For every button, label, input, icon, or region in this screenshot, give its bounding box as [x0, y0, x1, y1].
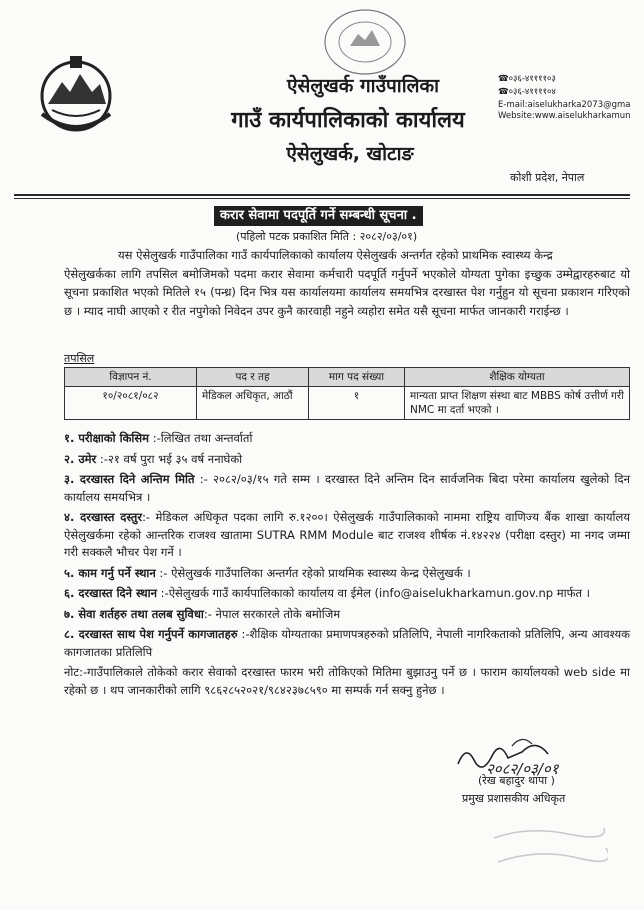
list-item: ४. दरखास्त दस्तुर:- मेडिकल अधिकृत पदका लागि रु.१२००। ऐसेलुखर्क गाउँपालिकाको नाममा राष्ट्रिय वाणिज्य बैंक शाखा कार्यालय ऐसेलुखर्कमा रहेको आन्तरिक राजश्व खातामा SUTRA RMM Module बाट राजश्व शीर्षक नं.१४२२४ (परीक्षा दस्तुर) मा नगद जम्मा गरी सक्कलै भौचर पेश गर्ने । — [64, 510, 630, 559]
office-address: ऐसेलुखर्क, खोटाङ — [286, 143, 414, 165]
list-item: ७. सेवा शर्तहरु तथा तलब सुविधा:- नेपाल सरकारले तोके बमोजिम — [64, 606, 341, 621]
table-header: विज्ञापन नं. — [65, 368, 197, 387]
office-name: ऐसेलुखर्क गाउँपालिका — [286, 75, 440, 97]
signer-name: (रेख बहादुर थापा ) — [478, 774, 555, 787]
email: E-mail:aiselukharka2073@gma — [498, 100, 631, 110]
table-cell: १ — [309, 387, 405, 420]
list-item: ६. दरखास्त दिने स्थान :-ऐसेलुखर्क गाउँ कार्यपालिकाको कार्यालय वा ईमेल (info@aiselukharkamun.gov.np मार्फत । — [64, 586, 591, 600]
office-subtitle: गाउँ कार्यपालिकाको कार्यालय — [231, 108, 465, 133]
coat-of-arms-emblem — [34, 52, 118, 136]
phone-2: ☎०३६-४११११०४ — [498, 87, 556, 97]
faint-stamp-mark — [488, 818, 608, 882]
conditions-list — [64, 430, 630, 702]
vacancy-table — [64, 367, 630, 420]
notice-title: करार सेवामा पदपूर्ति गर्ने सम्बन्धी सूचना . — [214, 206, 423, 226]
list-item: १. परीक्षाको किसिम :-लिखित तथा अन्तर्वार्ता — [64, 431, 253, 445]
intro-rest: ऐसेलुखर्कका लागि तपसिल बमोजिमको पदमा करार सेवामा कर्मचारी पदपूर्ति गर्नुपर्ने भएकोले योग्यता पुगेका इच्छुक उम्मेद्वारहरुबाट यो सूचना प्रकाशित भएको मितिले १५ (पन्ध्र) दिन भित्र यस कार्यालयमा कार्यालय समयभित्र दरखास्त पेश गर्नुहुन यो सूचना प्रकाशन गरिएको छ । म्याद नाघी आएको र रीत नपुगेको निवेदन उपर कुनै कारवाही नहुने व्यहोरा समेत यसै सूचना मार्फत जानकारी गराईन्छ । — [64, 266, 630, 318]
website: Website:www.aiselukharkamun — [498, 111, 631, 121]
intro-paragraph — [64, 246, 630, 320]
table-cell: मेडिकल अधिकृत, आठौं — [197, 387, 309, 420]
intro-line-1: यस ऐसेलुखर्क गाउँपालिका गाउँ कार्यपालिकाको कार्यालय ऐसेलुखर्क अन्तर्गत रहेको प्राथमिक स्वास्थ्य केन्द्र — [118, 248, 553, 262]
tapsil-label: तपसिल — [64, 352, 95, 365]
signer-title: प्रमुख प्रशासकीय अधिकृत — [462, 792, 566, 805]
list-item: ५. काम गर्नु पर्ने स्थान :- ऐसेलुखर्क गाउँपालिका अन्तर्गत रहेको प्राथमिक स्वास्थ्य केन्द्र ऐसेलुखर्क । — [64, 565, 471, 580]
table-row — [65, 387, 630, 420]
publication-date: (पहिलो पटक प्रकाशित मिति : २०८२/०३/०१) — [236, 230, 418, 243]
table-header: माग पद संख्या — [309, 368, 405, 387]
header-divider-thin — [14, 198, 630, 199]
table-header: पद र तह — [197, 368, 309, 387]
table-cell: मान्यता प्राप्त शिक्षण संस्था बाट MBBS कोर्ष उत्तीर्ण गरी NMC मा दर्ता भएको । — [405, 387, 630, 420]
table-header: शैक्षिक योग्यता — [405, 368, 630, 387]
province: कोशी प्रदेश, नेपाल — [510, 171, 585, 184]
phone-1: ☎०३६-४११११०३ — [498, 74, 556, 84]
table-header-row — [65, 368, 630, 387]
note: नोट:-गाउँपालिकाले तोकेको करार सेवाको दरखास्त फारम भरी तोकिएको मितिमा बुझाउनु पर्ने छ । फाराम कार्यालयको web side मा रहेको छ । थप जानकारीको लागि ९८६२८५२०२१/९८४२३७८५९० मा सम्पर्क गर्न सक्नु हुनेछ । — [64, 665, 630, 697]
municipality-seal — [320, 6, 410, 78]
list-item: ३. दरखास्त दिने अन्तिम मिति :- २०८२/०३/१५ गते सम्म । दरखास्त दिने अन्तिम दिन सार्वजनिक बिदा परेमा कार्यालय खुलेको दिन कार्यालय समयभित्र । — [64, 472, 630, 504]
list-item: ८. दरखास्त साथ पेश गर्नुपर्ने कागजातहरु :-शैक्षिक योग्यताका प्रमाणपत्रहरुको प्रतिलिपि, नेपाली नागरिकताको प्रतिलिपि, अन्य आवश्यक कागजातका प्रतिलिपि — [64, 627, 630, 659]
signature-date: २०८२/०३/०१ — [486, 760, 559, 778]
list-item: २. उमेर :-२१ वर्ष पुरा भई ३५ वर्ष ननाघेको — [64, 451, 243, 466]
table-cell: १०/२०८१/०८२ — [65, 387, 197, 420]
header-divider — [14, 194, 630, 196]
